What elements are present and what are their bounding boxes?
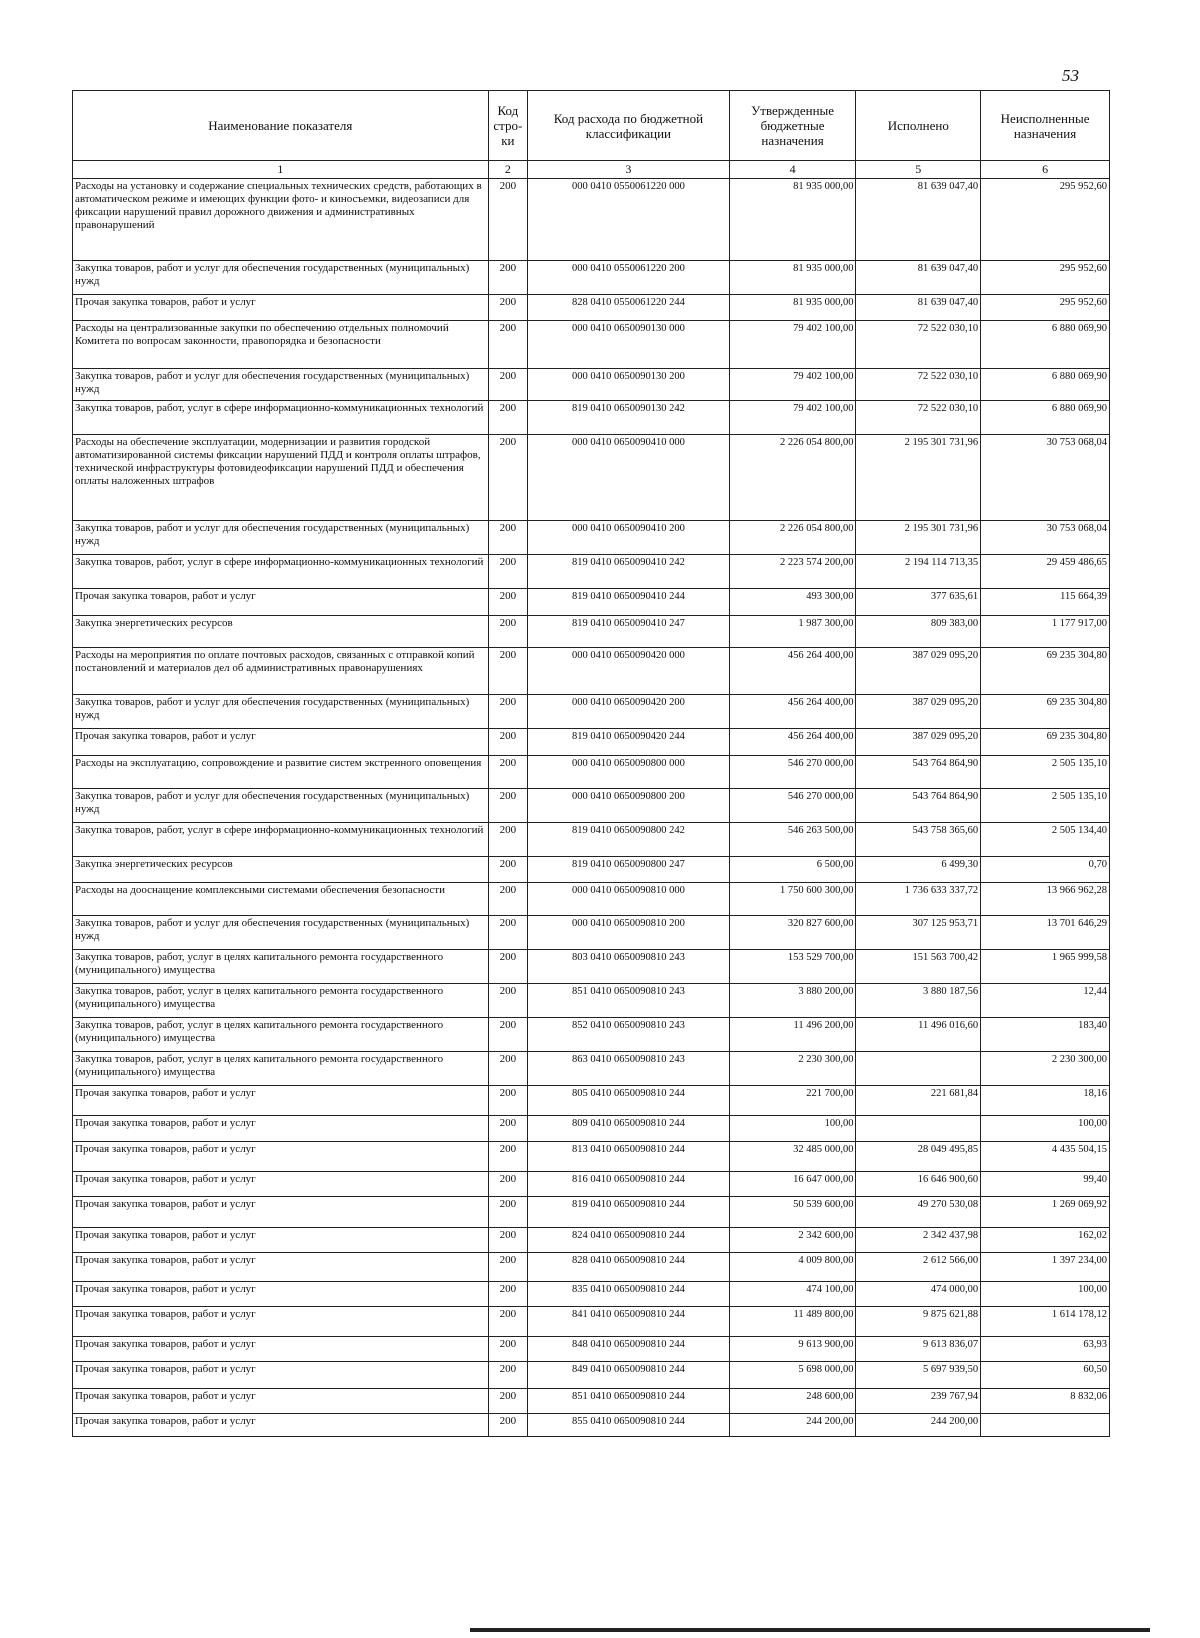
table-row — [73, 756, 1110, 789]
row-name: Закупка товаров, работ, услуг в сфере информационно-коммуникационных технологий — [73, 401, 489, 435]
row-name: Прочая закупка товаров, работ и услуг — [73, 1307, 489, 1337]
row-line-code: 200 — [488, 1389, 527, 1414]
row-unexecuted: 2 230 300,00 — [981, 1052, 1110, 1086]
row-approved: 248 600,00 — [729, 1389, 856, 1414]
row-unexecuted: 8 832,06 — [981, 1389, 1110, 1414]
table-row — [73, 435, 1110, 521]
row-name: Закупка товаров, работ и услуг для обеспечения государственных (муниципальных) нужд — [73, 789, 489, 823]
table-row — [73, 1307, 1110, 1337]
table-row — [73, 857, 1110, 883]
row-budget-code: 000 0410 0650090410 000 — [528, 435, 730, 521]
row-name: Закупка товаров, работ, услуг в целях капитального ремонта государственного (муниципального) имущества — [73, 950, 489, 984]
table-row — [73, 1197, 1110, 1228]
header-unexecuted-appropriations: Неисполненные назначения — [981, 91, 1110, 161]
row-unexecuted: 2 505 135,10 — [981, 756, 1110, 789]
row-unexecuted: 69 235 304,80 — [981, 695, 1110, 729]
row-budget-code: 805 0410 0650090810 244 — [528, 1086, 730, 1116]
row-approved: 1 750 600 300,00 — [729, 883, 856, 916]
row-approved: 81 935 000,00 — [729, 261, 856, 295]
column-number-6: 6 — [981, 161, 1110, 179]
row-executed: 11 496 016,60 — [856, 1018, 981, 1052]
row-line-code: 200 — [488, 589, 527, 616]
row-unexecuted: 295 952,60 — [981, 295, 1110, 321]
row-budget-code: 000 0410 0650090130 200 — [528, 369, 730, 401]
row-line-code: 200 — [488, 1052, 527, 1086]
row-unexecuted: 69 235 304,80 — [981, 648, 1110, 695]
row-name: Прочая закупка товаров, работ и услуг — [73, 1362, 489, 1389]
table-row — [73, 695, 1110, 729]
row-approved: 2 342 600,00 — [729, 1228, 856, 1253]
row-name: Расходы на обеспечение эксплуатации, модернизации и развития городской автоматизированной системы фиксации нарушений ПДД и контроля оплаты штрафов, технической инфраструктуры фотовидеофиксации нарушений ПДД и обеспечения оплаты наложенных штрафов — [73, 435, 489, 521]
row-line-code: 200 — [488, 756, 527, 789]
row-executed: 2 194 114 713,35 — [856, 555, 981, 589]
row-approved: 16 647 000,00 — [729, 1172, 856, 1197]
row-unexecuted: 1 965 999,58 — [981, 950, 1110, 984]
row-approved: 2 230 300,00 — [729, 1052, 856, 1086]
row-approved: 11 489 800,00 — [729, 1307, 856, 1337]
table-row — [73, 1172, 1110, 1197]
table-row — [73, 883, 1110, 916]
row-executed: 3 880 187,56 — [856, 984, 981, 1018]
row-budget-code: 819 0410 0650090410 242 — [528, 555, 730, 589]
row-budget-code: 828 0410 0550061220 244 — [528, 295, 730, 321]
row-line-code: 200 — [488, 1142, 527, 1172]
row-budget-code: 819 0410 0650090800 242 — [528, 823, 730, 857]
row-executed: 387 029 095,20 — [856, 729, 981, 756]
row-approved: 456 264 400,00 — [729, 648, 856, 695]
row-executed: 151 563 700,42 — [856, 950, 981, 984]
row-executed: 377 635,61 — [856, 589, 981, 616]
row-unexecuted: 1 614 178,12 — [981, 1307, 1110, 1337]
row-executed: 2 342 437,98 — [856, 1228, 981, 1253]
row-unexecuted — [981, 1414, 1110, 1437]
row-budget-code: 848 0410 0650090810 244 — [528, 1337, 730, 1362]
row-executed: 81 639 047,40 — [856, 179, 981, 261]
row-name: Расходы на мероприятия по оплате почтовых расходов, связанных с отправкой копий постановлений и материалов дел об административных правонарушениях — [73, 648, 489, 695]
row-name: Прочая закупка товаров, работ и услуг — [73, 1389, 489, 1414]
row-executed: 9 875 621,88 — [856, 1307, 981, 1337]
row-unexecuted: 115 664,39 — [981, 589, 1110, 616]
row-name: Прочая закупка товаров, работ и услуг — [73, 1228, 489, 1253]
row-unexecuted: 0,70 — [981, 857, 1110, 883]
row-line-code: 200 — [488, 1197, 527, 1228]
row-executed: 307 125 953,71 — [856, 916, 981, 950]
row-budget-code: 000 0410 0650090810 000 — [528, 883, 730, 916]
row-name: Прочая закупка товаров, работ и услуг — [73, 1086, 489, 1116]
row-unexecuted: 100,00 — [981, 1282, 1110, 1307]
row-line-code: 200 — [488, 179, 527, 261]
row-name: Закупка товаров, работ, услуг в сфере информационно-коммуникационных технологий — [73, 555, 489, 589]
row-name: Расходы на установку и содержание специальных технических средств, работающих в автоматическом режиме и имеющих функции фото- и киносъемки, видеозаписи для фиксации нарушений правил дорожного движения и административных правонарушений — [73, 179, 489, 261]
table-row — [73, 1362, 1110, 1389]
row-executed: 2 612 566,00 — [856, 1253, 981, 1282]
row-budget-code: 851 0410 0650090810 243 — [528, 984, 730, 1018]
row-name: Закупка товаров, работ и услуг для обеспечения государственных (муниципальных) нужд — [73, 521, 489, 555]
row-line-code: 200 — [488, 1253, 527, 1282]
row-approved: 244 200,00 — [729, 1414, 856, 1437]
row-executed: 6 499,30 — [856, 857, 981, 883]
row-budget-code: 828 0410 0650090810 244 — [528, 1253, 730, 1282]
row-budget-code: 852 0410 0650090810 243 — [528, 1018, 730, 1052]
row-budget-code: 813 0410 0650090810 244 — [528, 1142, 730, 1172]
row-line-code: 200 — [488, 616, 527, 648]
row-budget-code: 835 0410 0650090810 244 — [528, 1282, 730, 1307]
row-name: Прочая закупка товаров, работ и услуг — [73, 1116, 489, 1142]
row-unexecuted: 183,40 — [981, 1018, 1110, 1052]
row-executed: 2 195 301 731,96 — [856, 521, 981, 555]
row-budget-code: 000 0410 0650090800 200 — [528, 789, 730, 823]
table-row — [73, 984, 1110, 1018]
row-executed: 543 764 864,90 — [856, 789, 981, 823]
table-row — [73, 521, 1110, 555]
row-line-code: 200 — [488, 1228, 527, 1253]
row-executed: 239 767,94 — [856, 1389, 981, 1414]
row-line-code: 200 — [488, 1282, 527, 1307]
row-unexecuted: 1 269 069,92 — [981, 1197, 1110, 1228]
row-approved: 2 226 054 800,00 — [729, 435, 856, 521]
row-executed: 49 270 530,08 — [856, 1197, 981, 1228]
row-executed: 1 736 633 337,72 — [856, 883, 981, 916]
row-approved: 153 529 700,00 — [729, 950, 856, 984]
table-row — [73, 1282, 1110, 1307]
row-approved: 2 226 054 800,00 — [729, 521, 856, 555]
row-budget-code: 819 0410 0650090810 244 — [528, 1197, 730, 1228]
table-body — [73, 179, 1110, 1437]
row-approved: 9 613 900,00 — [729, 1337, 856, 1362]
table-row — [73, 261, 1110, 295]
row-line-code: 200 — [488, 648, 527, 695]
table-row — [73, 401, 1110, 435]
row-executed: 221 681,84 — [856, 1086, 981, 1116]
table-row — [73, 1228, 1110, 1253]
table-row — [73, 1337, 1110, 1362]
column-number-1: 1 — [73, 161, 489, 179]
row-name: Закупка товаров, работ, услуг в сфере информационно-коммуникационных технологий — [73, 823, 489, 857]
row-line-code: 200 — [488, 857, 527, 883]
row-executed: 5 697 939,50 — [856, 1362, 981, 1389]
row-budget-code: 000 0410 0550061220 000 — [528, 179, 730, 261]
column-number-4: 4 — [729, 161, 856, 179]
row-budget-code: 849 0410 0650090810 244 — [528, 1362, 730, 1389]
row-budget-code: 000 0410 0650090810 200 — [528, 916, 730, 950]
row-approved: 32 485 000,00 — [729, 1142, 856, 1172]
row-unexecuted: 100,00 — [981, 1116, 1110, 1142]
header-line-code: Код стро-ки — [488, 91, 527, 161]
row-approved: 5 698 000,00 — [729, 1362, 856, 1389]
row-line-code: 200 — [488, 1116, 527, 1142]
row-unexecuted: 12,44 — [981, 984, 1110, 1018]
row-approved: 474 100,00 — [729, 1282, 856, 1307]
row-budget-code: 851 0410 0650090810 244 — [528, 1389, 730, 1414]
table-row — [73, 1052, 1110, 1086]
row-unexecuted: 13 966 962,28 — [981, 883, 1110, 916]
row-approved: 6 500,00 — [729, 857, 856, 883]
table-row — [73, 1389, 1110, 1414]
row-approved: 3 880 200,00 — [729, 984, 856, 1018]
table-row — [73, 823, 1110, 857]
row-approved: 221 700,00 — [729, 1086, 856, 1116]
row-name: Закупка товаров, работ, услуг в целях капитального ремонта государственного (муниципального) имущества — [73, 1052, 489, 1086]
row-line-code: 200 — [488, 883, 527, 916]
row-name: Прочая закупка товаров, работ и услуг — [73, 1253, 489, 1282]
row-unexecuted: 1 177 917,00 — [981, 616, 1110, 648]
row-name: Закупка энергетических ресурсов — [73, 616, 489, 648]
row-budget-code: 819 0410 0650090410 247 — [528, 616, 730, 648]
row-line-code: 200 — [488, 521, 527, 555]
row-approved: 1 987 300,00 — [729, 616, 856, 648]
row-approved: 546 270 000,00 — [729, 789, 856, 823]
row-line-code: 200 — [488, 1414, 527, 1437]
row-approved: 81 935 000,00 — [729, 179, 856, 261]
row-line-code: 200 — [488, 1018, 527, 1052]
column-number-2: 2 — [488, 161, 527, 179]
row-unexecuted: 30 753 068,04 — [981, 521, 1110, 555]
table-row — [73, 1142, 1110, 1172]
header-budget-classification-code: Код расхода по бюджетной классификации — [528, 91, 730, 161]
row-executed — [856, 1116, 981, 1142]
row-executed: 387 029 095,20 — [856, 648, 981, 695]
row-unexecuted: 29 459 486,65 — [981, 555, 1110, 589]
column-number-3: 3 — [528, 161, 730, 179]
row-budget-code: 863 0410 0650090810 243 — [528, 1052, 730, 1086]
row-unexecuted: 13 701 646,29 — [981, 916, 1110, 950]
row-executed: 543 758 365,60 — [856, 823, 981, 857]
row-name: Прочая закупка товаров, работ и услуг — [73, 729, 489, 756]
row-unexecuted: 295 952,60 — [981, 261, 1110, 295]
row-name: Закупка товаров, работ, услуг в целях капитального ремонта государственного (муниципального) имущества — [73, 984, 489, 1018]
table-row — [73, 321, 1110, 369]
table-row — [73, 1086, 1110, 1116]
table-row — [73, 1116, 1110, 1142]
table-row — [73, 179, 1110, 261]
row-budget-code: 819 0410 0650090800 247 — [528, 857, 730, 883]
header-executed: Исполнено — [856, 91, 981, 161]
row-executed: 474 000,00 — [856, 1282, 981, 1307]
row-budget-code: 819 0410 0650090410 244 — [528, 589, 730, 616]
row-approved: 11 496 200,00 — [729, 1018, 856, 1052]
row-executed: 72 522 030,10 — [856, 401, 981, 435]
row-approved: 2 223 574 200,00 — [729, 555, 856, 589]
row-unexecuted: 162,02 — [981, 1228, 1110, 1253]
row-line-code: 200 — [488, 1307, 527, 1337]
row-budget-code: 841 0410 0650090810 244 — [528, 1307, 730, 1337]
table-row — [73, 648, 1110, 695]
row-unexecuted: 2 505 134,40 — [981, 823, 1110, 857]
row-name: Закупка товаров, работ и услуг для обеспечения государственных (муниципальных) нужд — [73, 916, 489, 950]
row-approved: 79 402 100,00 — [729, 369, 856, 401]
row-unexecuted: 295 952,60 — [981, 179, 1110, 261]
row-line-code: 200 — [488, 695, 527, 729]
row-unexecuted: 1 397 234,00 — [981, 1253, 1110, 1282]
table-row — [73, 1253, 1110, 1282]
row-unexecuted: 6 880 069,90 — [981, 401, 1110, 435]
row-approved: 320 827 600,00 — [729, 916, 856, 950]
row-approved: 50 539 600,00 — [729, 1197, 856, 1228]
row-unexecuted: 69 235 304,80 — [981, 729, 1110, 756]
table-row — [73, 616, 1110, 648]
row-executed: 81 639 047,40 — [856, 295, 981, 321]
row-line-code: 200 — [488, 435, 527, 521]
row-name: Прочая закупка товаров, работ и услуг — [73, 1197, 489, 1228]
row-name: Прочая закупка товаров, работ и услуг — [73, 1142, 489, 1172]
row-executed: 28 049 495,85 — [856, 1142, 981, 1172]
row-executed — [856, 1052, 981, 1086]
row-unexecuted: 2 505 135,10 — [981, 789, 1110, 823]
row-budget-code: 000 0410 0650090420 000 — [528, 648, 730, 695]
row-name: Прочая закупка товаров, работ и услуг — [73, 589, 489, 616]
row-line-code: 200 — [488, 823, 527, 857]
row-name: Прочая закупка товаров, работ и услуг — [73, 1414, 489, 1437]
row-line-code: 200 — [488, 1337, 527, 1362]
row-approved: 546 270 000,00 — [729, 756, 856, 789]
row-line-code: 200 — [488, 789, 527, 823]
row-line-code: 200 — [488, 984, 527, 1018]
bottom-rule — [470, 1628, 1150, 1632]
row-name: Закупка товаров, работ и услуг для обеспечения государственных (муниципальных) нужд — [73, 261, 489, 295]
row-executed: 72 522 030,10 — [856, 321, 981, 369]
row-budget-code: 855 0410 0650090810 244 — [528, 1414, 730, 1437]
row-executed: 72 522 030,10 — [856, 369, 981, 401]
row-executed: 2 195 301 731,96 — [856, 435, 981, 521]
row-line-code: 200 — [488, 729, 527, 756]
table-row — [73, 916, 1110, 950]
row-approved: 100,00 — [729, 1116, 856, 1142]
row-executed: 809 383,00 — [856, 616, 981, 648]
row-name: Прочая закупка товаров, работ и услуг — [73, 1282, 489, 1307]
row-line-code: 200 — [488, 401, 527, 435]
row-executed: 244 200,00 — [856, 1414, 981, 1437]
table-row — [73, 1018, 1110, 1052]
row-name: Закупка товаров, работ и услуг для обеспечения государственных (муниципальных) нужд — [73, 695, 489, 729]
row-name: Закупка товаров, работ и услуг для обеспечения государственных (муниципальных) нужд — [73, 369, 489, 401]
row-line-code: 200 — [488, 555, 527, 589]
row-approved: 493 300,00 — [729, 589, 856, 616]
table-row — [73, 729, 1110, 756]
table-row — [73, 295, 1110, 321]
row-unexecuted: 18,16 — [981, 1086, 1110, 1116]
budget-execution-table — [72, 90, 1110, 1437]
row-line-code: 200 — [488, 916, 527, 950]
row-line-code: 200 — [488, 1362, 527, 1389]
row-unexecuted: 30 753 068,04 — [981, 435, 1110, 521]
row-unexecuted: 4 435 504,15 — [981, 1142, 1110, 1172]
table-row — [73, 369, 1110, 401]
row-approved: 79 402 100,00 — [729, 401, 856, 435]
row-budget-code: 824 0410 0650090810 244 — [528, 1228, 730, 1253]
row-line-code: 200 — [488, 295, 527, 321]
row-approved: 81 935 000,00 — [729, 295, 856, 321]
row-approved: 79 402 100,00 — [729, 321, 856, 369]
row-budget-code: 819 0410 0650090420 244 — [528, 729, 730, 756]
row-executed: 9 613 836,07 — [856, 1337, 981, 1362]
row-unexecuted: 99,40 — [981, 1172, 1110, 1197]
table-row — [73, 789, 1110, 823]
row-line-code: 200 — [488, 321, 527, 369]
row-budget-code: 000 0410 0650090800 000 — [528, 756, 730, 789]
row-unexecuted: 63,93 — [981, 1337, 1110, 1362]
row-name: Закупка энергетических ресурсов — [73, 857, 489, 883]
row-approved: 546 263 500,00 — [729, 823, 856, 857]
row-executed: 16 646 900,60 — [856, 1172, 981, 1197]
row-approved: 456 264 400,00 — [729, 695, 856, 729]
row-name: Расходы на централизованные закупки по обеспечению отдельных полномочий Комитета по вопросам законности, правопорядка и безопасности — [73, 321, 489, 369]
table-row — [73, 950, 1110, 984]
table-row — [73, 555, 1110, 589]
row-name: Прочая закупка товаров, работ и услуг — [73, 1337, 489, 1362]
row-name: Расходы на дооснащение комплексными системами обеспечения безопасности — [73, 883, 489, 916]
header-approved-appropriations: Утвержденные бюджетные назначения — [729, 91, 856, 161]
row-budget-code: 000 0410 0550061220 200 — [528, 261, 730, 295]
row-unexecuted: 6 880 069,90 — [981, 369, 1110, 401]
table-row — [73, 1414, 1110, 1437]
page-number: 53 — [1062, 66, 1079, 85]
row-approved: 4 009 800,00 — [729, 1253, 856, 1282]
row-budget-code: 819 0410 0650090130 242 — [528, 401, 730, 435]
header-indicator-name: Наименование показателя — [73, 91, 489, 161]
row-executed: 543 764 864,90 — [856, 756, 981, 789]
row-budget-code: 803 0410 0650090810 243 — [528, 950, 730, 984]
row-line-code: 200 — [488, 1172, 527, 1197]
row-name: Прочая закупка товаров, работ и услуг — [73, 295, 489, 321]
row-executed: 81 639 047,40 — [856, 261, 981, 295]
row-line-code: 200 — [488, 261, 527, 295]
table-row — [73, 589, 1110, 616]
row-budget-code: 000 0410 0650090420 200 — [528, 695, 730, 729]
row-line-code: 200 — [488, 369, 527, 401]
row-executed: 387 029 095,20 — [856, 695, 981, 729]
row-name: Закупка товаров, работ, услуг в целях капитального ремонта государственного (муниципального) имущества — [73, 1018, 489, 1052]
row-approved: 456 264 400,00 — [729, 729, 856, 756]
row-budget-code: 816 0410 0650090810 244 — [528, 1172, 730, 1197]
row-unexecuted: 60,50 — [981, 1362, 1110, 1389]
row-line-code: 200 — [488, 1086, 527, 1116]
row-budget-code: 000 0410 0650090410 200 — [528, 521, 730, 555]
row-name: Прочая закупка товаров, работ и услуг — [73, 1172, 489, 1197]
row-unexecuted: 6 880 069,90 — [981, 321, 1110, 369]
row-budget-code: 809 0410 0650090810 244 — [528, 1116, 730, 1142]
row-budget-code: 000 0410 0650090130 000 — [528, 321, 730, 369]
row-line-code: 200 — [488, 950, 527, 984]
column-number-5: 5 — [856, 161, 981, 179]
row-name: Расходы на эксплуатацию, сопровождение и развитие систем экстренного оповещения — [73, 756, 489, 789]
